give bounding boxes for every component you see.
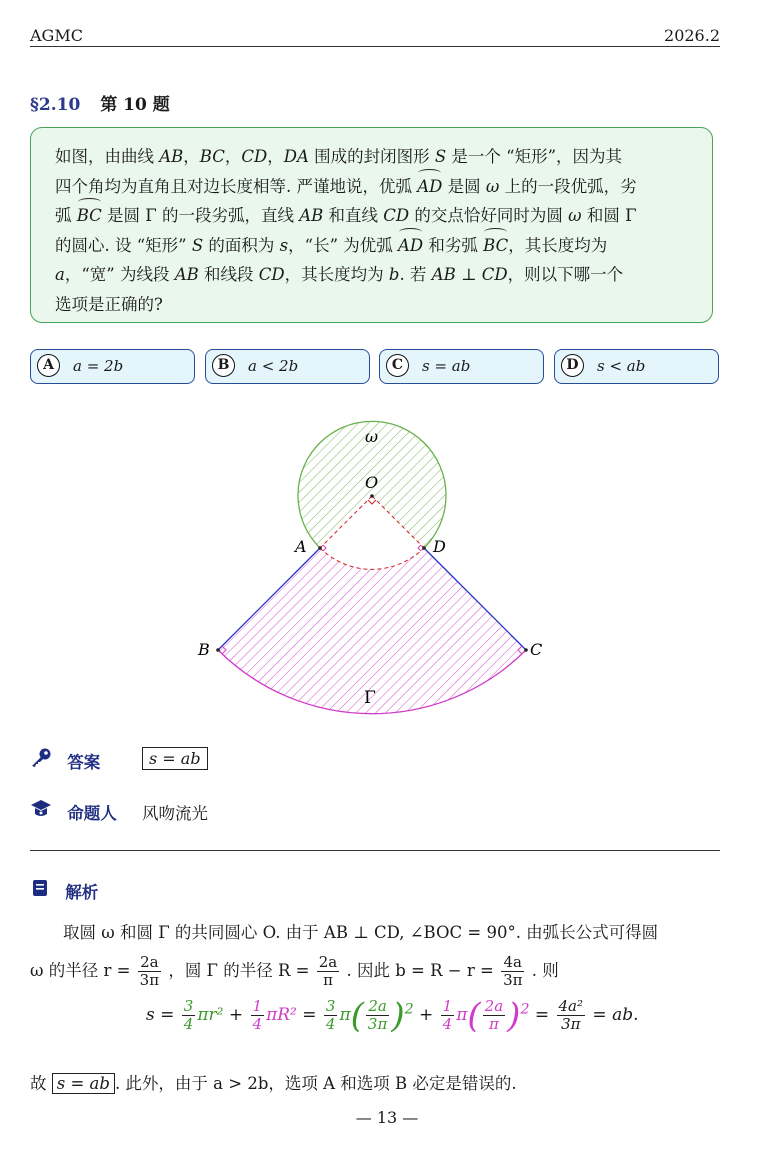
- question-line: 选项是正确的?: [55, 294, 163, 314]
- book-icon: [30, 883, 55, 902]
- label-a: A: [295, 537, 307, 556]
- boxed-answer: s = ab: [52, 1073, 115, 1094]
- question-line: 弧 BC 是圆 Γ 的一段劣弧，直线 AB 和直线 CD 的交点恰好同时为圆 ω 和圆 Γ: [55, 201, 712, 231]
- solution-label: 解析: [65, 883, 99, 902]
- section-title: [30, 90, 170, 115]
- option-d-letter: D: [561, 354, 584, 377]
- solution-line-2a: ω 的半径 r =: [30, 961, 131, 980]
- area-formula: s = $\frac{3}{4}$ πr² + $\frac{1}{4}$ πR² = $\frac{3}{4}$ π( $\frac{2a}{3\pi}$ )$^2$ + $\frac{1}{4}$ π( $\frac{2a}{\pi}$ )$^2$ = $\frac{\text{4a²}}{3\pi}$ = ab.: [146, 995, 639, 1036]
- frac-4a2: $\frac{\text{4a²}}{3\pi}$: [558, 997, 584, 1033]
- option-a-text: a = 2b: [73, 357, 124, 375]
- option-a[interactable]: [30, 349, 195, 384]
- label-c: C: [530, 640, 543, 659]
- solution-line-2b: ，圆 Γ 的半径 R =: [168, 961, 310, 980]
- author-name: 风吻流光: [142, 804, 208, 823]
- option-b-letter: B: [212, 354, 235, 377]
- option-c-letter: C: [386, 354, 409, 377]
- label-o: O: [365, 473, 379, 492]
- solution-line-2c: . 因此 b = R − r =: [346, 961, 494, 980]
- solution-line-2: [30, 954, 720, 989]
- options-row: [30, 349, 720, 385]
- label-omega: ω: [365, 427, 379, 446]
- question-line: a，“宽” 为线段 AB 和线段 CD，其长度均为 b. 若 AB ⊥ CD，则以下哪一个: [55, 265, 624, 284]
- solution-conclusion: 故 s = ab . 此外，由于 a > 2b，选项 A 和选项 B 必定是错误的.: [30, 1074, 517, 1093]
- option-c-text: s = ab: [422, 357, 471, 375]
- key-icon: [30, 753, 57, 772]
- option-b[interactable]: [205, 349, 370, 384]
- solution-line-2d: . 则: [531, 961, 559, 980]
- frac-3-4: $\frac{3}{4}$: [183, 997, 194, 1033]
- answer-value: s = ab: [142, 747, 208, 770]
- geometry-figure: [195, 418, 555, 723]
- answer-label: 答案: [67, 753, 101, 772]
- question-line: 如图，由曲线 AB，BC，CD，DA 围成的封闭图形 S 是一个 “矩形”，因为其: [55, 147, 623, 166]
- page-number: — 13 —: [355, 1108, 419, 1127]
- frac-r: $\frac{2a}{3\pi}$: [139, 953, 160, 989]
- answer-row: [30, 748, 100, 773]
- solution-line-1: 取圆 ω 和圆 Γ 的共同圆心 O. 由于 AB ⊥ CD, ∠BOC = 90°. 由弧长公式可得圆: [63, 923, 659, 942]
- question-box: [30, 127, 713, 323]
- header-right: 2026.2: [664, 26, 720, 45]
- frac-R: $\frac{2a}{\pi}$: [318, 953, 338, 989]
- option-d[interactable]: [554, 349, 719, 384]
- label-b: B: [198, 640, 210, 659]
- frac-b: $\frac{4a}{3\pi}$: [503, 953, 523, 989]
- graduate-icon: [30, 804, 57, 823]
- author-label: 命题人: [67, 804, 117, 823]
- solution-heading: [30, 878, 98, 903]
- option-c[interactable]: [379, 349, 544, 384]
- section-number: §2.10: [30, 95, 81, 115]
- right-angle-a: [323, 545, 326, 551]
- header-left: AGMC: [30, 26, 83, 45]
- label-gamma: Γ: [364, 688, 376, 708]
- label-d: D: [433, 537, 446, 556]
- author-row: [30, 799, 208, 824]
- question-line: 的圆心. 设 “矩形” S 的面积为 s，“长” 为优弧 AD 和劣弧 BC，其长度均为: [55, 231, 712, 261]
- divider: [30, 850, 720, 851]
- solution-body: [30, 918, 720, 989]
- option-a-letter: A: [37, 354, 60, 377]
- page-header: [30, 24, 720, 47]
- option-b-text: a < 2b: [248, 357, 299, 375]
- right-angle-d: [418, 545, 421, 551]
- right-angle-o: [368, 500, 376, 504]
- question-line: 四个角均为直角且对边长度相等. 严谨地说，优弧 AD 是圆 ω 上的一段优弧，劣: [55, 172, 712, 202]
- option-d-text: s < ab: [597, 357, 646, 375]
- problem-title: 第 10 题: [100, 95, 170, 115]
- frac-1-4: $\frac{1}{4}$: [252, 997, 263, 1033]
